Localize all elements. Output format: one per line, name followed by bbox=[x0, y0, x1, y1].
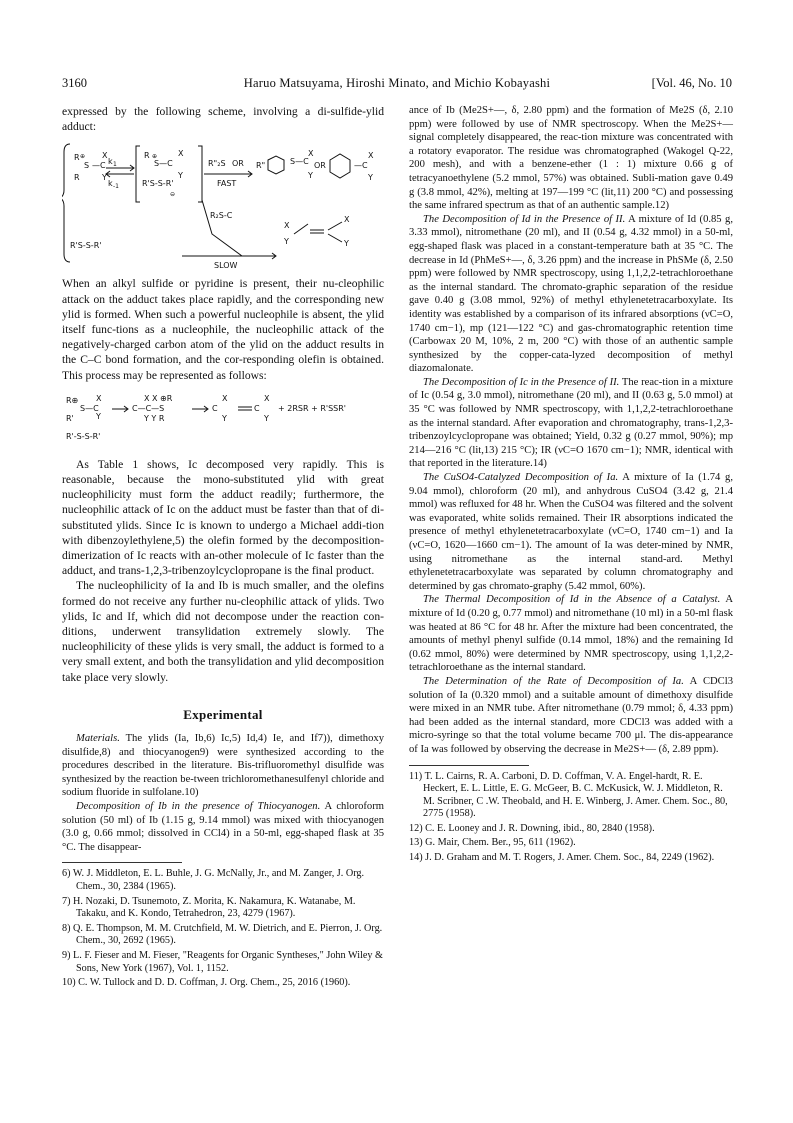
svg-text:Y: Y bbox=[344, 239, 349, 249]
svg-text:⊖: ⊖ bbox=[170, 191, 176, 199]
paragraph-materials bbox=[62, 732, 384, 800]
intro-paragraph: expressed by the following scheme, involving a di-sulfide-ylid adduct: bbox=[62, 105, 384, 134]
decomposition-ib-heading: Decomposition of Ib in the presence of Thiocyanogen. bbox=[76, 801, 321, 813]
decomposition-ic-text: The reac-tion in a mixture of Ic (0.54 g, 3.0 mmol), nitromethane (20 ml), and II (0.63 g, 5.0 mmol) at 35 °C was followed by NMR spectroscopy, with 1,1,2,2-tetrachloroethane as the internal standard. After evaporation and chromatography, trans-1,2,3-tribenzoylcyclopropane was obtained; Yield, 0.32 g (0.27 mmol, 90%); mp 214—216 °C (lit,13) 215 °C); IR (νC=O 1670 cm−1); NMR, identical with that reported in the literature.14) bbox=[409, 376, 733, 470]
svg-text:X: X bbox=[344, 215, 350, 225]
k1-subscript: 1 bbox=[113, 161, 117, 169]
svg-text:X: X bbox=[308, 149, 314, 159]
rate-heading: The Determination of the Rate of Decomposition of Ia. bbox=[423, 675, 684, 687]
svg-text:S—C: S—C bbox=[80, 403, 99, 413]
decomposition-ic-heading: The Decomposition of Ic in the Presence of II. bbox=[423, 376, 620, 388]
section-title-experimental: Experimental bbox=[183, 706, 263, 722]
k1-label: k bbox=[108, 157, 113, 167]
or-label-2: OR bbox=[314, 161, 326, 171]
svg-text:—C: —C bbox=[354, 161, 368, 171]
svg-text:C: C bbox=[254, 403, 260, 413]
paragraph-rate bbox=[409, 675, 733, 757]
svg-text:X: X bbox=[222, 393, 228, 403]
adduct-disulfide: R'S-S-R' bbox=[142, 179, 174, 189]
cuso4-text: A mixture of Ia (1.74 g, 9.04 mmol), chloroform (20 ml), and anhydrous CuSO4 (3.42 g, 21.4 mmol) was refluxed for 48 hr. When the CuSO4 was filtered and the solvent was evaporated, white solids remained. Their IR absorptions indicated the presence of methyl ethylenetetracarboxylate (νC=O, 1740 cm−1) and Ia (νC=O, 1620—1660 cm−1). The amount of Ia was deter-mined by NMR, using nitromethane as the internal stand-ard. Methyl ethylenetetracarboxylate was separated by column chromatography and determined by gas chromato-graphy (5.42 mmol, 60%). bbox=[409, 472, 733, 592]
svg-text:X: X bbox=[178, 149, 184, 159]
svg-text:Y: Y bbox=[222, 413, 227, 423]
or-label-1: OR bbox=[232, 159, 244, 169]
svg-text:Y: Y bbox=[264, 413, 269, 423]
scheme2-products: + 2RSR + R'SSR' bbox=[278, 403, 346, 413]
svg-text:R": R" bbox=[256, 161, 266, 171]
svg-text:⊕: ⊕ bbox=[152, 153, 158, 161]
materials-text: The ylids (Ia, Ib,6) Ic,5) Id,4) Ie, and If7)), dimethoxy disulfide,8) and thiocyanogen9) were synthesized according to the procedures described in the literature. Bis-trifluoromethyl disulfide was synthesized by the reaction be-tween trichloromethanesulfenyl chloride and sodium fluoride in sulfolane.10) bbox=[62, 733, 384, 799]
svg-text:⊕: ⊕ bbox=[80, 153, 86, 161]
footnote-8: 8) Q. E. Thompson, M. M. Crutchfield, M. W. Dietrich, and E. Pierron, J. Org. Chem., 30, 2692 (1965). bbox=[62, 922, 383, 947]
decomposition-ib-text: A chloroform solution (50 ml) of Ib (1.15 g, 9.14 mmol) was mixed with thiocyanogen (3.0 g, 0.66 mmol; dissolved in CCl4) in a 50-ml, egg-shaped flask at 35 °C. The disappear- bbox=[62, 801, 385, 853]
cuso4-heading: The CuSO4-Catalyzed Decomposition of Ia. bbox=[423, 472, 619, 484]
k-1-subscript: -1 bbox=[113, 183, 119, 191]
disulfide-label: R'S-S-R' bbox=[70, 241, 102, 251]
reaction-scheme-1 bbox=[62, 138, 384, 272]
paragraph-cuso4 bbox=[409, 471, 733, 593]
slow-arrow bbox=[202, 200, 242, 256]
paragraph-decomposition-ic bbox=[409, 376, 733, 471]
svg-text:S: S bbox=[84, 161, 90, 171]
materials-heading: Materials. bbox=[76, 733, 120, 745]
paragraph-nucleophilicity: The nucleophilicity of Ia and Ib is much smaller, and the olefins formed do not receive any further nu-cleophilic attack of ylids. Two ylids, Ic and If, which did not decompose under the reaction con-ditions, underwent transylidation extremely slowly. The nucleophilicity of these ylids is very small, the adduct is formed to a very small extent, and both the transylidation and ylid decomposition take place very slowly. bbox=[62, 579, 384, 684]
paragraph-thermal bbox=[409, 593, 733, 675]
k-1-label: k bbox=[108, 179, 113, 189]
decomposition-id-heading: The Decomposition of Id in the Presence of II. bbox=[423, 213, 626, 225]
thermal-heading: The Thermal Decomposition of Id in the Absence of a Catalyst. bbox=[423, 594, 721, 606]
dialkyl-sulfide-label: R"₂S bbox=[208, 159, 226, 169]
svg-text:X: X bbox=[368, 151, 374, 161]
header-volume: [Vol. 46, No. 10 bbox=[651, 76, 732, 90]
footnote-11: 11) T. L. Cairns, R. A. Carboni, D. D. Coffman, V. A. Engel-hardt, R. E. Heckert, E. L. Little, E. G. McGeer, B. C. McKusick, W. J. Middleton, R. M. Scribner, C .W. Theobald, and H. E. Winberg, J. Amer. Chem. Soc., 80, 2775 (1958). bbox=[409, 770, 728, 820]
fast-label: FAST bbox=[217, 179, 237, 189]
header-authors: Haruo Matsuyama, Hiroshi Minato, and Michio Kobayashi bbox=[243, 76, 551, 90]
svg-text:S—C: S—C bbox=[290, 157, 309, 167]
svg-text:R: R bbox=[144, 151, 150, 161]
svg-text:X: X bbox=[284, 221, 290, 231]
svg-text:Y: Y bbox=[308, 171, 313, 181]
svg-text:Y: Y bbox=[102, 173, 107, 183]
thermal-text: A mixture of Id (0.20 g, 0.77 mmol) and nitromethane (10 ml) in a 50-ml flask was heated at 86 °C for 48 hr. After the mixture had been concentrated, the amounts of methyl phenyl sulfide (0.14 mmol, 18%) and the remaining Id (0.62 mmol, 80%) were determined by NMR spectroscopy, using 1,1,2,2-tetrachloroethane as the internal standard. bbox=[409, 594, 733, 674]
svg-text:R: R bbox=[74, 173, 80, 183]
left-brace bbox=[62, 144, 70, 262]
paragraph-ib-continued: ance of Ib (Me2S+—, δ, 2.80 ppm) and the formation of Me2S (δ, 2.10 ppm) were followed by use of NMR spectroscopy. When the Me2S+— signal completely disappeared, the reac-tion mixture was concentrated with a rotatory evaporator. The residue was chromatographed (Wakogel Q-22, 200 mesh), and with a benzene-ether (1 : 1) mixture 0.66 g of tetracyanoethylene (5.2 mmol, 57%) was obtained. Subli-mation gave 0.49 g (3.8 mmol, 42%), melting at 197—199 °C (lit,11) 200 °C) and possessing the same infrared spectrum as that of an authentic sample.12) bbox=[409, 105, 733, 212]
paragraph-mechanism: When an alkyl sulfide or pyridine is present, their nu-cleophilic attack on the adduct takes place rapidly, and the corresponding new ylid is formed. When such a powerful nucleophile is absent, the ylid itself func-tions as a nucleophile, the nucleophilic attack of the negatively-charged carbon atom of the ylid on the adduct results in the C–C bond formation, and the cor-responding olefin is obtained. This process may be represented as follows: bbox=[62, 277, 384, 382]
svg-text:—C: —C bbox=[92, 161, 106, 171]
right-column bbox=[409, 104, 733, 867]
svg-text:Y: Y bbox=[284, 237, 289, 247]
svg-text:X: X bbox=[264, 393, 270, 403]
left-column bbox=[62, 104, 384, 992]
svg-text:Y: Y bbox=[368, 173, 373, 183]
pyridine-ring bbox=[330, 154, 350, 178]
svg-text:S—C: S—C bbox=[154, 159, 173, 169]
svg-text:R⊕: R⊕ bbox=[66, 395, 79, 405]
svg-text:X: X bbox=[96, 393, 102, 403]
footnote-6: 6) W. J. Middleton, E. L. Buhle, J. G. McNally, Jr., and M. Zanger, J. Org. Chem., 30, 2384 (1965). bbox=[62, 868, 365, 893]
paragraph-decomposition-ib bbox=[62, 800, 384, 854]
svg-text:R': R' bbox=[66, 413, 74, 423]
footnote-12: 12) C. E. Looney and J. R. Downing, ibid., 80, 2840 (1958). bbox=[409, 822, 655, 834]
svg-text:R: R bbox=[74, 153, 80, 163]
svg-text:X X ⊕R: X X ⊕R bbox=[144, 393, 173, 403]
svg-text:C—C—S: C—C—S bbox=[132, 403, 165, 413]
svg-text:Y: Y bbox=[178, 171, 183, 181]
svg-text:Y Y R: Y Y R bbox=[144, 413, 165, 423]
page-number: 3160 bbox=[62, 76, 87, 90]
svg-text:Y: Y bbox=[96, 411, 101, 421]
reaction-scheme-2 bbox=[62, 389, 384, 447]
footnote-10: 10) C. W. Tullock and D. D. Coffman, J. Org. Chem., 25, 2016 (1960). bbox=[62, 977, 351, 989]
paragraph-decomposition-id bbox=[409, 213, 733, 376]
footnote-7: 7) H. Nozaki, D. Tsunemoto, Z. Morita, K. Nakamura, K. Watanabe, M. Takaku, and K. Kondo, Tetrahedron, 23, 4279 (1967). bbox=[62, 895, 356, 920]
rate-text: A CDCl3 solution of Ia (0.320 mmol) and a suitable amount of dimethoxy disulfide were mixed in an NMR tube. After nitromethane (0.79 mmol; δ, 4.33 ppm) had been added as the internal standard, more CDCl3 was added with a micro-syringe so that the total volume became 700 μl. The dis-appearance of Ia was followed by observing the decrease in Me2S+— (δ, 2.89 ppm). bbox=[409, 675, 733, 755]
footnote-divider bbox=[62, 862, 182, 863]
scheme2-disulfide: R'-S-S-R' bbox=[66, 431, 101, 441]
running-header bbox=[62, 76, 732, 94]
slow-label: SLOW bbox=[214, 261, 238, 271]
sulfonium-label: R₂S-C bbox=[210, 211, 233, 221]
svg-text:X: X bbox=[102, 151, 108, 161]
footnote-13: 13) G. Mair, Chem. Ber., 95, 611 (1962). bbox=[409, 837, 576, 849]
footnote-divider-right bbox=[409, 765, 529, 766]
decomposition-id-text: A mixture of Id (0.85 g, 3.33 mmol), nitromethane (20 ml), and II (0.54 g, 4.32 mmol) in a 50-ml, egg-shaped flask was placed in a constant-temperature bath at 35 °C. The decrease in Id (PhMeS+—, δ, 3.26 ppm) and the increase in PhSMe (δ, 2.50 ppm) were followed by NMR spectroscopy, using 1,1,2,2-tetrachloroethane as the internal standard. The chromato-graphic separation of the residue gave 0.40 g (3.08 mmol, 92%) of methyl ethylenetetracarboxylate. Its identity was established by a comparison of its infrared absorptions (νC=O, 1740 cm−1), mp (121—122 °C) and gas-chromatographic retention time (Carbowax 20 M, 10%, 2 m, 200 °C) with those of an authentic sample synthesized by the copper-cata-lyzed decomposition of methyl diazomalonate. bbox=[409, 213, 733, 375]
footnote-14: 14) J. D. Graham and M. T. Rogers, J. Amer. Chem. Soc., 84, 2249 (1962). bbox=[409, 852, 715, 864]
footnote-9: 9) L. F. Fieser and M. Fieser, "Reagents for Organic Syntheses," John Wiley & Sons, New York (1967), Vol. 1, 1152. bbox=[62, 949, 383, 974]
svg-text:C: C bbox=[212, 403, 218, 413]
paragraph-table1: As Table 1 shows, Ic decomposed very rapidly. This is reasonable, because the mono-substituted ylid with great nucleophilicity must form the adduct readily; furthermore, the nucleophilic attack of Ic on the adduct must be faster than that of di-substituted ylids. Since Ic is known to undergo a Michael addi-tion with dibenzoylethylene,5) the olefin formed by the decomposition-dimerization of Ic reacts with an-other molecule of Ic faster than the adduct, and trans-1,2,3-tribenzoylcyclopropane is the final product. bbox=[62, 457, 384, 578]
